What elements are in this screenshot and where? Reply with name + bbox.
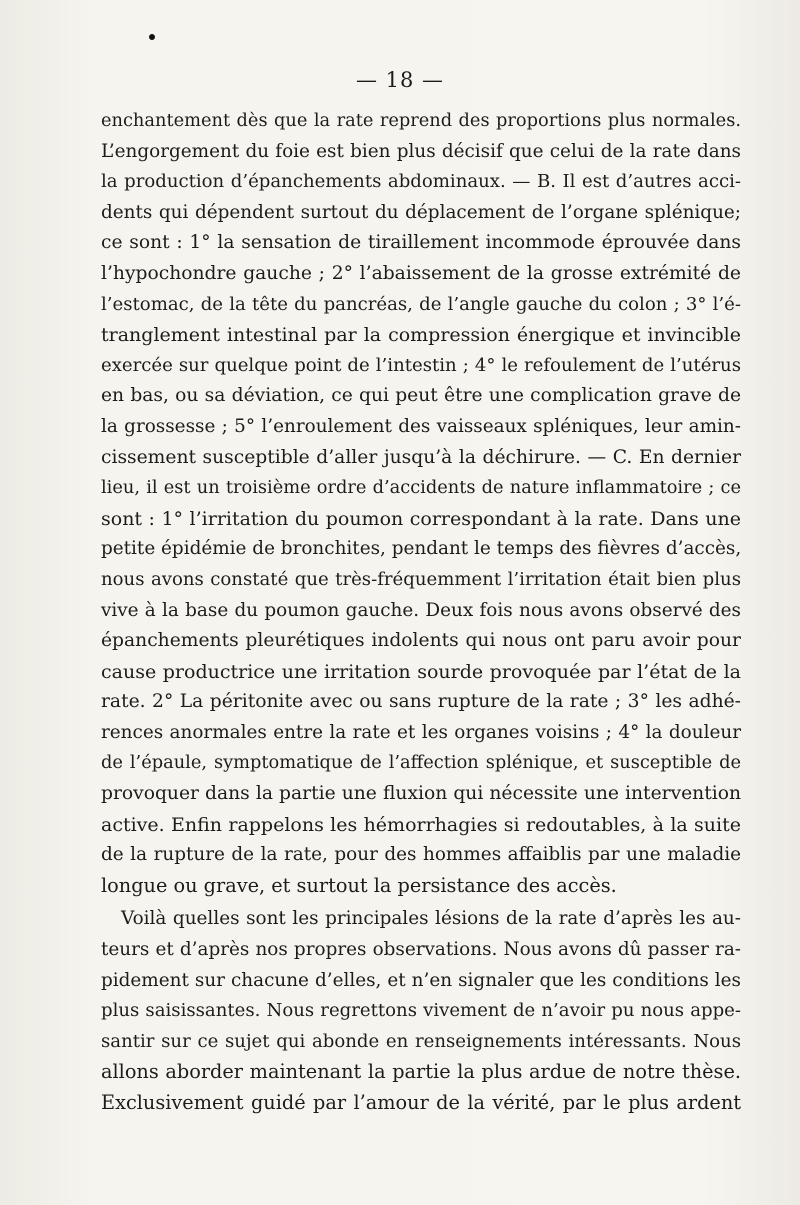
text-line: l’estomac, de la tête du pancréas, de l’angle gauche du colon ; 3° l’é- — [101, 293, 741, 315]
text-line: nous avons constaté que très-fréquemment l’irritation était bien plus — [101, 568, 741, 590]
text-line: Exclusivement guidé par l’amour de la vérité, par le plus ardent — [101, 1091, 741, 1114]
ink-speck — [149, 34, 155, 40]
text-line: teurs et d’après nos propres observations. Nous avons dû passer ra- — [101, 939, 741, 961]
text-line: santir sur ce sujet qui abonde en renseignements intéressants. Nous — [101, 1030, 741, 1052]
text-line: cause productrice une irritation sourde provoquée par l’état de la — [101, 660, 741, 683]
text-line: longue ou grave, et surtout la persistance des accès. — [101, 873, 617, 897]
text-line: épanchements pleurétiques indolents qui nous ont paru avoir pour — [101, 630, 741, 652]
paragraph-1 — [101, 106, 741, 901]
text-line: cissement susceptible d’aller jusqu’à la déchirure. — C. En dernier — [101, 446, 741, 468]
page-number: — 18 — — [355, 68, 445, 92]
paragraph-2 — [101, 904, 741, 1118]
text-line: provoquer dans la partie une fluxion qui nécessite une intervention — [101, 783, 741, 805]
text-line: la grossesse ; 5° l’enroulement des vaisseaux spléniques, leur amin- — [101, 415, 741, 437]
text-line: sont : 1° l’irritation du poumon correspondant à la rate. Dans une — [101, 507, 741, 530]
text-line: en bas, ou sa déviation, ce qui peut être une complication grave de — [101, 385, 741, 407]
text-line: ce sont : 1° la sensation de tiraillement incommode éprouvée dans — [101, 232, 741, 254]
text-line: lieu, il est un troisième ordre d’accidents de nature inflammatoire ; ce — [101, 477, 741, 499]
text-line: petite épidémie de bronchites, pendant le temps des fièvres d’accès, — [101, 538, 742, 560]
text-line: pidement sur chacune d’elles, et n’en signaler que les conditions les — [101, 969, 741, 991]
text-line: l’hypochondre gauche ; 2° l’abaissement de la grosse extrémité de — [101, 262, 741, 284]
text-line: exercée sur quelque point de l’intestin ; 4° le refoulement de l’utérus — [101, 354, 741, 376]
text-line: allons aborder maintenant la partie la plus ardue de notre thèse. — [101, 1060, 741, 1084]
body-text — [101, 106, 741, 1119]
text-line: rences anormales entre la rate et les organes voisins ; 4° la douleur — [101, 721, 741, 743]
text-line: L’engorgement du foie est bien plus décisif que celui de la rate dans — [101, 140, 741, 162]
text-line: dents qui dépendent surtout du déplacement de l’organe splénique; — [101, 201, 741, 223]
text-line: rate. 2° La péritonite avec ou sans rupture de la rate ; 3° les adhé- — [101, 691, 741, 713]
text-line: de l’épaule, symptomatique de l’affection splénique, et susceptible de — [101, 752, 741, 774]
text-line: la production d’épanchements abdominaux. — B. Il est d’autres acci- — [101, 171, 741, 193]
text-line: enchantement dès que la rate reprend des proportions plus normales. — [101, 110, 741, 131]
text-line: Voilà quelles sont les principales lésions de la rate d’après les au- — [121, 908, 741, 930]
text-line: plus saisissantes. Nous regrettons vivement de n’avoir pu nous appe- — [101, 1000, 741, 1022]
text-line: active. Enfin rappelons les hémorrhagies si redoutables, à la suite — [101, 813, 741, 836]
text-line: vive à la base du poumon gauche. Deux fois nous avons observé des — [101, 599, 741, 621]
text-line: tranglement intestinal par la compression énergique et invincible — [101, 324, 741, 347]
text-line: de la rupture de la rate, pour des hommes affaiblis par une maladie — [101, 844, 741, 866]
